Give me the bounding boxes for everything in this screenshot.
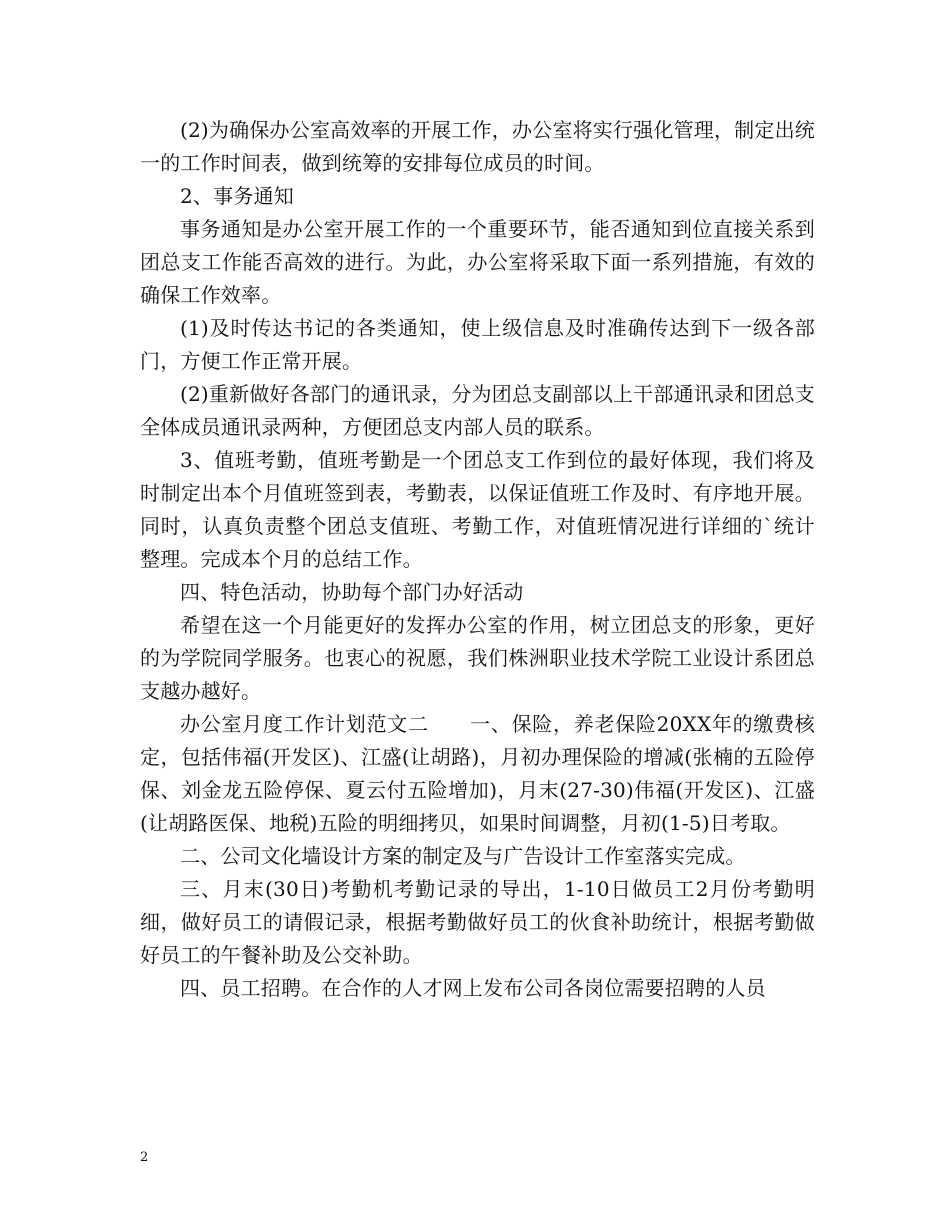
paragraph: 希望在这一个月能更好的发挥办公室的作用，树立团总支的形象，更好的为学院同学服务。也衷心的祝愿，我们株洲职业技术学院工业设计系团总支越办越好。 [140, 613, 815, 703]
section-heading: 四、特色活动，协助每个部门办好活动 [180, 580, 524, 604]
paragraph: 三、月末(30日)考勤机考勤记录的导出，1-10日做员工2月份考勤明细，做好员工的请假记录，根据考勤做好员工的伙食补助统计，根据考勤做好员工的午餐补助及公交补助。 [140, 877, 815, 967]
paragraph: (1)及时传达书记的各类通知，使上级信息及时准确传达到下一级各部门，方便工作正常开展。 [140, 316, 815, 373]
paragraph: 事务通知是办公室开展工作的一个重要环节，能否通知到位直接关系到团总支工作能否高效的进行。为此，办公室将采取下面一系列措施，有效的确保工作效率。 [140, 217, 815, 307]
section-heading: 2、事务通知 [180, 184, 294, 208]
page-number: 2 [140, 1150, 149, 1165]
paragraph: (2)为确保办公室高效率的开展工作，办公室将实行强化管理，制定出统一的工作时间表，做到统筹的安排每位成员的时间。 [140, 118, 815, 175]
paragraph: 办公室月度工作计划范文二 一、保险，养老保险20XX年的缴费核定，包括伟福(开发区)、江盛(让胡路)，月初办理保险的增减(张楠的五险停保、刘金龙五险停保、夏云付五险增加)，月末(27-30)伟福(开发区)、江盛(让胡路医保、地税)五险的明细拷贝，如果时间调整，月初(1-5)日考取。 [140, 712, 815, 835]
paragraph: (2)重新做好各部门的通讯录，分为团总支副部以上干部通讯录和团总支全体成员通讯录两种，方便团总支内部人员的联系。 [140, 382, 815, 439]
paragraph: 二、公司文化墙设计方案的制定及与广告设计工作室落实完成。 [180, 844, 746, 868]
paragraph: 四、员工招聘。在合作的人才网上发布公司各岗位需要招聘的人员 [180, 976, 766, 1000]
paragraph: 3、值班考勤，值班考勤是一个团总支工作到位的最好体现，我们将及时制定出本个月值班签到表，考勤表，以保证值班工作及时、有序地开展。同时，认真负责整个团总支值班、考勤工作，对值班情况进行详细的`统计整理。完成本个月的总结工作。 [140, 448, 815, 571]
document-body [140, 114, 815, 1005]
